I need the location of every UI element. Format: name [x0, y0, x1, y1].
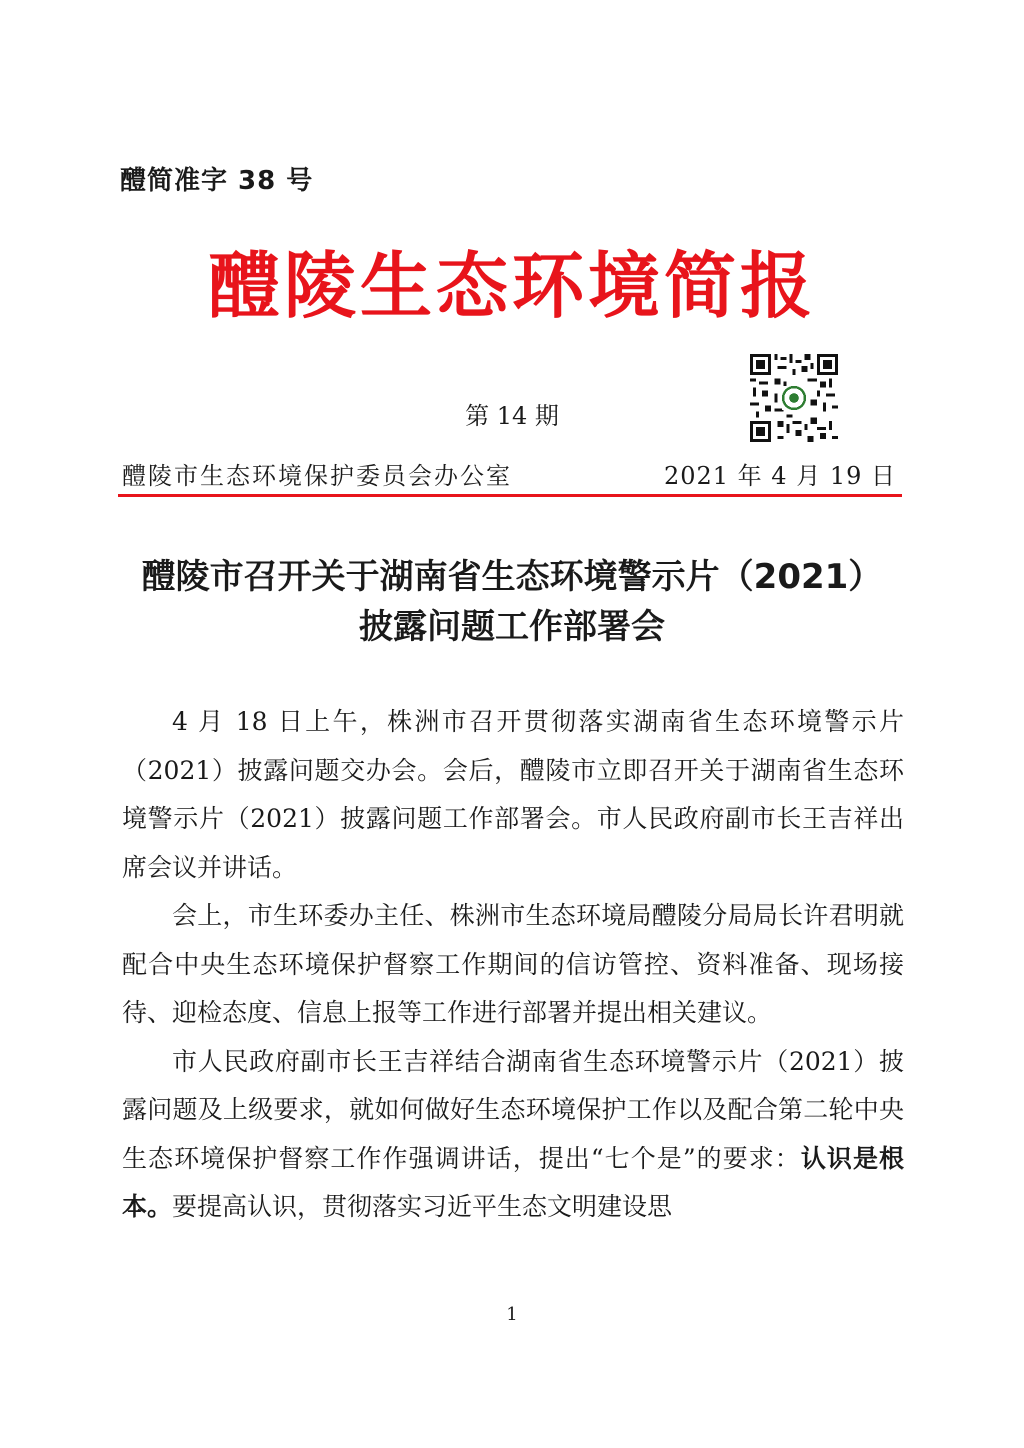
article-title-line-2: 披露问题工作部署会 — [359, 607, 665, 647]
document-number: 醴简准字 38 号 — [120, 166, 314, 196]
qr-code-icon — [750, 354, 838, 442]
article-title — [100, 552, 924, 652]
article-body — [122, 698, 904, 1232]
page-number: 1 — [506, 1304, 518, 1325]
paragraph-3-emphasis: 认识是根本。 — [122, 1143, 904, 1221]
issuing-office: 醴陵市生态环境保护委员会办公室 — [122, 462, 512, 490]
paragraph-3-intro: 市人民政府副市长王吉祥结合湖南省生态环境警示片（2021）披露问题及上级要求，就如何做好生态环境保护工作以及配合第二轮中央生态环境保护督察工作作强调讲话，提出“七个是”的要求： — [122, 1046, 904, 1173]
masthead-title: 醴陵生态环境简报 — [207, 244, 816, 328]
paragraph-2: 会上，市生环委办主任、株洲市生态环境局醴陵分局局长许君明就配合中央生态环境保护督察工作期间的信访管控、资料准备、现场接待、迎检态度、信息上报等工作进行部署并提出相关建议。 — [122, 901, 904, 1027]
article-title-line-1: 醴陵市召开关于湖南省生态环境警示片（2021） — [141, 557, 883, 597]
paragraph-3 — [122, 1038, 904, 1232]
issue-number: 第 14 期 — [465, 402, 559, 430]
issue-date: 2021 年 4 月 19 日 — [663, 462, 896, 490]
red-divider — [118, 494, 902, 497]
paragraph-1: 4 月 18 日上午，株洲市召开贯彻落实湖南省生态环境警示片（2021）披露问题交办会。会后，醴陵市立即召开关于湖南省生态环境警示片（2021）披露问题工作部署会。市人民政府副市长王吉祥出席会议并讲话。 — [122, 707, 904, 882]
paragraph-3-continuation: 要提高认识，贯彻落实习近平生态文明建设思 — [172, 1192, 673, 1221]
